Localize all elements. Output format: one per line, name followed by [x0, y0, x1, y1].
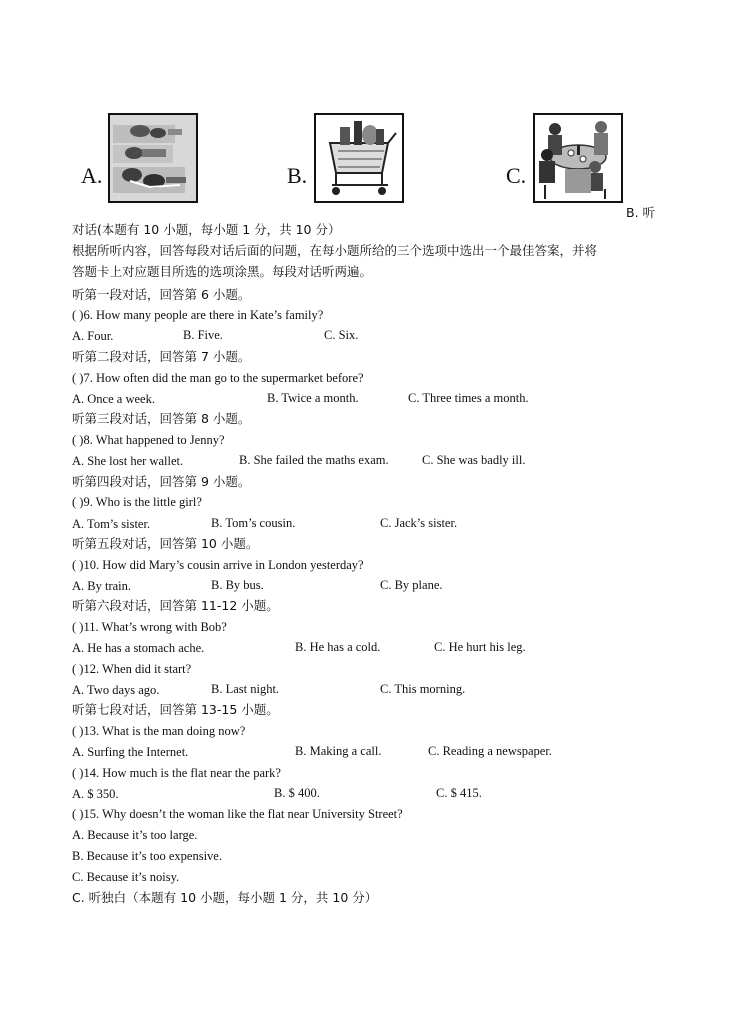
- section-b-header-cont: 对话(本题有 10 小题，每小题 1 分，共 10 分）: [72, 222, 341, 237]
- question-12: ( )12. When did it start?: [72, 662, 192, 676]
- option-7-b: B. Twice a month.: [267, 391, 359, 405]
- sleeping-people-picture: [108, 113, 198, 203]
- option-14-c: C. $ 415.: [436, 786, 482, 800]
- option-9-a: A. Tom’s sister.: [72, 517, 151, 531]
- option-11-a: A. He has a stomach ache.: [72, 641, 205, 655]
- option-11-c: C. He hurt his leg.: [434, 640, 526, 654]
- option-14-b: B. $ 400.: [274, 786, 320, 800]
- family-dinner-picture: [533, 113, 623, 203]
- question-8: ( )8. What happened to Jenny?: [72, 433, 225, 447]
- option-8-b: B. She failed the maths exam.: [239, 453, 389, 467]
- option-12-c: C. This morning.: [380, 682, 466, 696]
- option-13-a: A. Surfing the Internet.: [72, 745, 189, 759]
- option-7-a: A. Once a week.: [72, 392, 155, 406]
- question-15: ( )15. Why doesn’t the woman like the flat near University Street?: [72, 807, 403, 821]
- instruction-line-2: 答题卡上对应题目所选的选项涂黑。每段对话听两遍。: [72, 264, 373, 279]
- option-letter-c: C.: [506, 163, 527, 188]
- option-15-a: A. Because it’s too large.: [72, 828, 198, 842]
- option-10-b: B. By bus.: [211, 578, 264, 592]
- dialogue-1-heading: 听第一段对话，回答第 6 小题。: [72, 287, 251, 302]
- dialogue-7-heading: 听第七段对话，回答第 13-15 小题。: [72, 702, 279, 717]
- option-9-c: C. Jack’s sister.: [380, 516, 458, 530]
- question-13: ( )13. What is the man doing now?: [72, 724, 246, 738]
- option-10-c: C. By plane.: [380, 578, 443, 592]
- option-letter-b: B.: [287, 163, 308, 188]
- option-10-a: A. By train.: [72, 579, 132, 593]
- question-9: ( )9. Who is the little girl?: [72, 495, 202, 509]
- section-b-header: B. 听: [626, 205, 656, 220]
- dialogue-4-heading: 听第四段对话，回答第 9 小题。: [72, 474, 251, 489]
- option-13-c: C. Reading a newspaper.: [428, 744, 552, 758]
- option-6-c: C. Six.: [324, 328, 359, 342]
- option-11-b: B. He has a cold.: [295, 640, 381, 654]
- option-6-a: A. Four.: [72, 329, 114, 343]
- dialogue-2-heading: 听第二段对话，回答第 7 小题。: [72, 349, 251, 364]
- option-15-c: C. Because it’s noisy.: [72, 870, 180, 884]
- option-letter-a: A.: [81, 163, 103, 188]
- question-7: ( )7. How often did the man go to the supermarket before?: [72, 371, 364, 385]
- option-8-a: A. She lost her wallet.: [72, 454, 184, 468]
- instruction-line-1: 根据所听内容，回答每段对话后面的问题，在每小题所给的三个选项中选出一个最佳答案，并将: [72, 243, 598, 258]
- dialogue-3-heading: 听第三段对话，回答第 8 小题。: [72, 411, 251, 426]
- question-6: ( )6. How many people are there in Kate’s family?: [72, 308, 324, 322]
- option-15-b: B. Because it’s too expensive.: [72, 849, 222, 863]
- option-7-c: C. Three times a month.: [408, 391, 529, 405]
- dialogue-6-heading: 听第六段对话，回答第 11-12 小题。: [72, 598, 279, 613]
- option-9-b: B. Tom’s cousin.: [211, 516, 296, 530]
- option-14-a: A. $ 350.: [72, 787, 119, 801]
- section-c-heading: C. 听独白（本题有 10 小题，每小题 1 分，共 10 分）: [72, 890, 378, 905]
- option-6-b: B. Five.: [183, 328, 223, 342]
- question-14: ( )14. How much is the flat near the park?: [72, 766, 281, 780]
- question-11: ( )11. What’s wrong with Bob?: [72, 620, 227, 634]
- option-13-b: B. Making a call.: [295, 744, 382, 758]
- option-12-b: B. Last night.: [211, 682, 280, 696]
- dialogue-5-heading: 听第五段对话，回答第 10 小题。: [72, 536, 259, 551]
- option-8-c: C. She was badly ill.: [422, 453, 526, 467]
- option-12-a: A. Two days ago.: [72, 683, 160, 697]
- question-10: ( )10. How did Mary’s cousin arrive in London yesterday?: [72, 558, 364, 572]
- shopping-cart-picture: [314, 113, 404, 203]
